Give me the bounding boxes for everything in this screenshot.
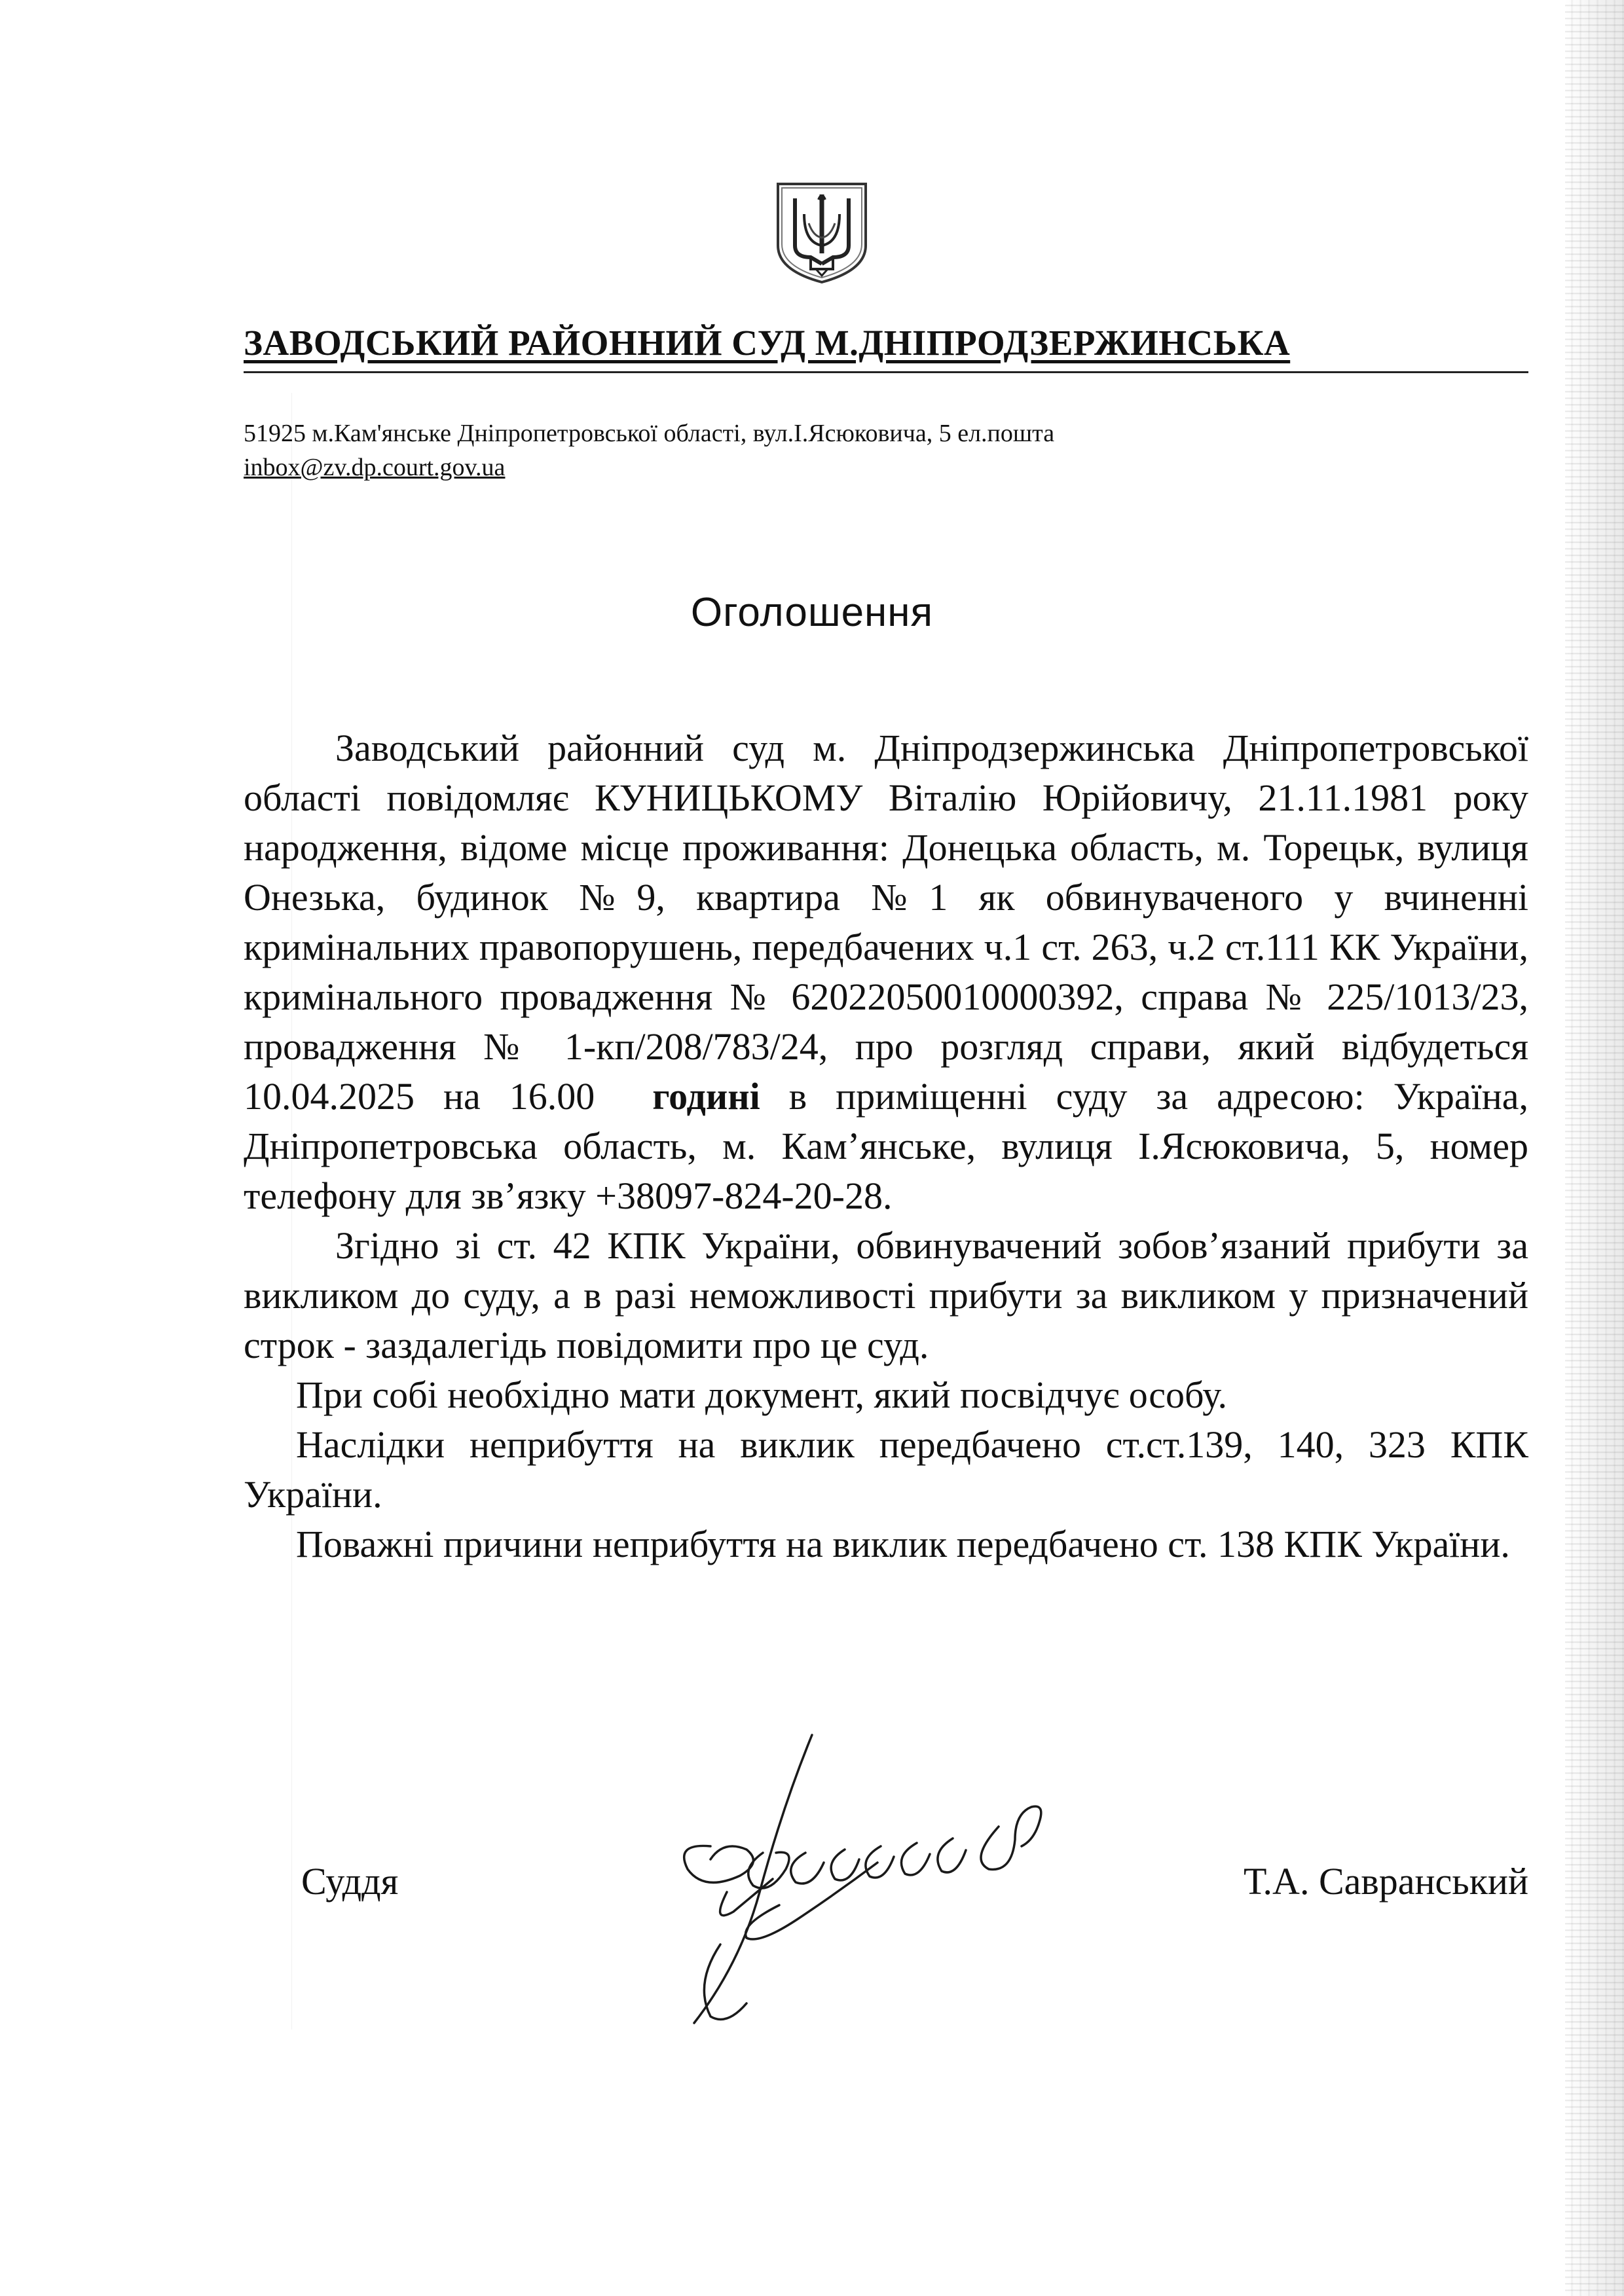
paragraph-summons xyxy=(244,723,1528,1221)
paragraph-consequences: Наслідки неприбуття на виклик передбачено ст.ст.139, 140, 323 КПК України. xyxy=(244,1423,1528,1516)
document-heading: Оголошення xyxy=(690,590,934,635)
summons-text: Заводський районний суд м. Дніпродзержинська Дніпропетровської області повідомляє КУНИЦЬКОМУ Віталію Юрійовичу, 21.11.1981 року народження, відоме місце проживання: Донецька область, м. Торецьк, вулиця Онезька, будинок №9, квартира №1 як обвинуваченого у вчиненні кримінальних правопорушень, передбачених ч.1 ст. 263, ч.2 ст.111 КК України, кримінального провадження № 62022050010000392, справа № 225/1013/23, провадження № 1-кп/208/783/24, про розгляд справи, який відбудеться 10.04.2025 на 16.00 xyxy=(244,727,1528,1118)
judge-label: Суддя xyxy=(301,1860,399,1903)
court-address xyxy=(244,416,1054,484)
paragraph-obligation: Згідно зі ст. 42 КПК України, обвинувачений зобов’язаний прибути за викликом до суду, а в разі неможливості прибути за викликом у призначений строк - заздалегідь повідомити про це суд. xyxy=(244,1224,1528,1366)
email-link[interactable]: inbox@zv.dp.court.gov.ua xyxy=(244,454,506,481)
scan-edge-noise xyxy=(1565,0,1624,2296)
paragraph-id-document: При собі необхідно мати документ, який посвідчує особу. xyxy=(296,1374,1227,1416)
court-title: ЗАВОДСЬКИЙ РАЙОННИЙ СУД М.ДНІПРОДЗЕРЖИНСЬКА xyxy=(244,323,1291,363)
coat-of-arms-icon xyxy=(773,180,871,285)
paragraph-valid-reasons: Поважні причини неприбуття на виклик передбачено ст. 138 КПК України. xyxy=(296,1523,1510,1565)
address-line: 51925 м.Кам'янське Дніпропетровської області, вул.І.Ясюковича, 5 ел.пошта xyxy=(244,420,1055,447)
judge-name: Т.А. Савранський xyxy=(1243,1860,1528,1903)
announcement-body xyxy=(244,723,1528,1569)
handwritten-signature xyxy=(648,1728,1146,2030)
summons-location-text: в приміщенні суду за адресою: Україна, Дніпропетровська область, м. Кам’янське, вулиця І.Ясюковича, 5, номер телефону для зв’язку +38097-824-20-28. xyxy=(244,1075,1528,1217)
title-divider xyxy=(244,371,1528,373)
summons-hours-word: годині xyxy=(652,1075,760,1118)
